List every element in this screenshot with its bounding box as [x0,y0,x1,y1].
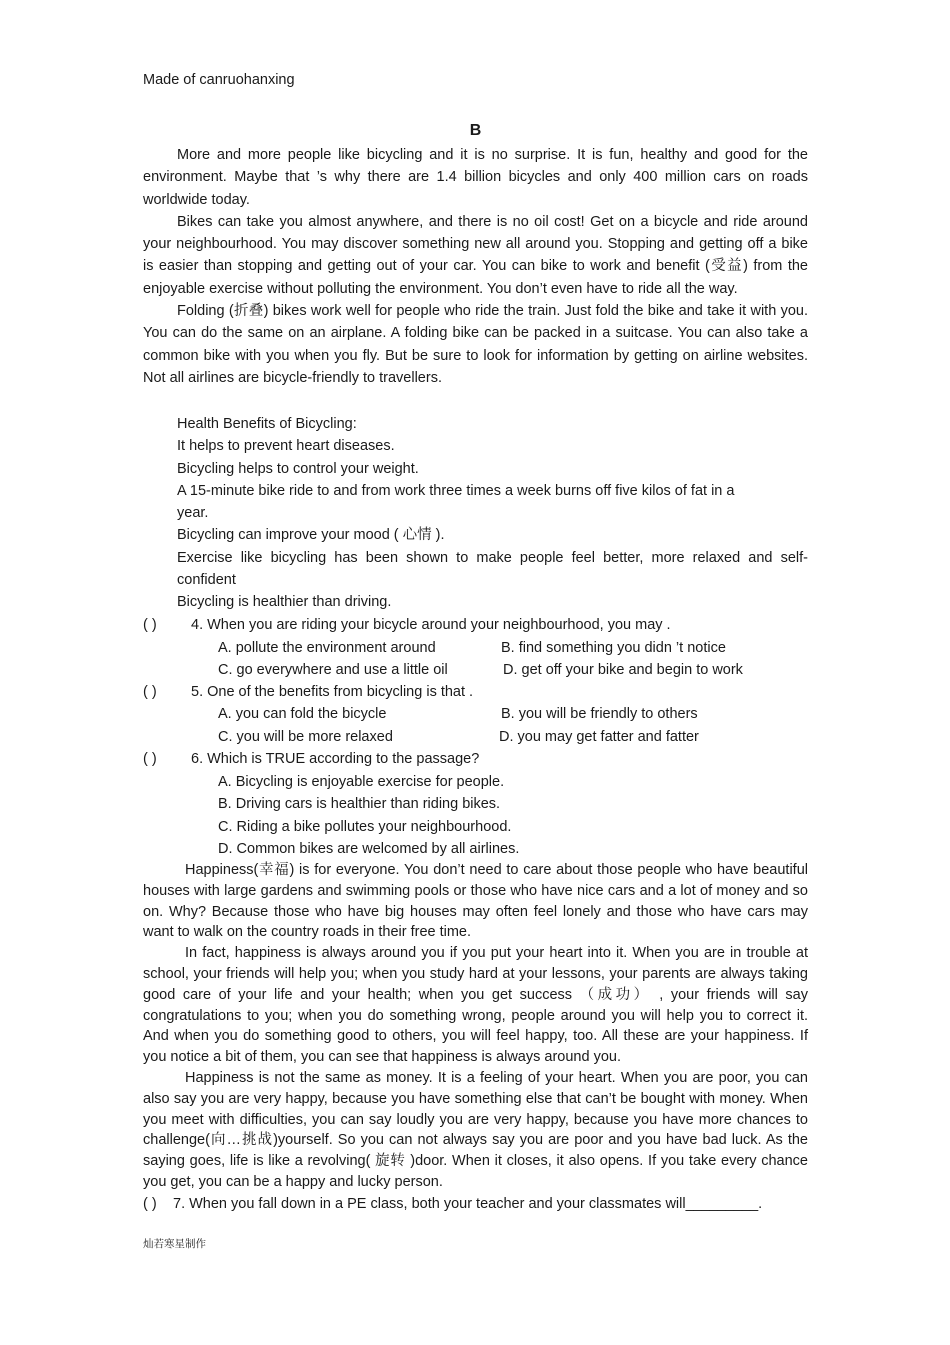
option-d[interactable]: D. get off your bike and begin to work [503,662,743,678]
option-b[interactable]: B. find something you didn ’t notice [501,640,726,656]
health-item: A 15-minute bike ride to and from work three times a week burns off five kilos of fat in a year. [177,482,735,522]
question-stem: 6. Which is TRUE according to the passage? [191,751,480,767]
question-7 [143,1193,762,1215]
passage-b-paragraph-3: Folding (折叠) bikes work well for people who ride the train. Just fold the bike and take it with you. You can do the same on an airplane. A folding bike can be packed in a suitcase. You can also take a common bike with you when you fly. But be sure to look for information by getting on airline websites. Not all airlines are bicycle-friendly to travellers. [143,303,808,386]
passage-b [143,144,808,389]
option-d[interactable]: D. Common bikes are welcomed by all airlines. [218,841,520,857]
option-c[interactable]: C. go everywhere and use a little oil [218,662,448,678]
section-title: B [469,122,482,139]
answer-blank[interactable]: ( ) [143,751,157,767]
question-stem: 4. When you are riding your bicycle around your neighbourhood, you may . [191,617,671,633]
option-b[interactable]: B. Driving cars is healthier than riding bikes. [218,796,501,812]
health-item: Bicycling can improve your mood ( 心情 ). [177,527,445,544]
health-item: Bicycling is healthier than driving. [177,594,392,611]
happiness-paragraph-3: Happiness is not the same as money. It is a feeling of your heart. When you are poor, you can also say you are very happy, because you have something else that can’t be bought with money. When you meet with difficulties, you can say loudly you are very happy, because you have more chances to challenge(向…挑战)yourself. So you can not always say you are poor and you have bad luck. As the saying goes, life is like a revolving( 旋转 )door. When it closes, it also opens. If you take every chance you get, you can be a happy and lucky person. [143,1069,808,1190]
answer-blank[interactable]: ( ) [143,1196,157,1212]
health-benefits-list [177,413,808,614]
option-a[interactable]: A. Bicycling is enjoyable exercise for people. [218,774,505,790]
page-footer: 灿若寒星制作 [143,1238,206,1250]
option-b[interactable]: B. you will be friendly to others [501,706,698,722]
option-a[interactable]: A. pollute the environment around [218,640,436,656]
health-item: Bicycling helps to control your weight. [177,460,419,477]
question-6 [143,748,479,770]
answer-blank[interactable]: ( ) [143,617,157,633]
health-heading: Health Benefits of Bicycling: [177,416,357,432]
passage-b-paragraph-1: More and more people like bicycling and it is no surprise. It is fun, healthy and good for the environment. Maybe that ’s why there are 1.4 billion bicycles and only 400 million cars on roads worldwide today. [143,147,808,208]
option-a[interactable]: A. you can fold the bicycle [218,706,387,722]
question-stem: 5. One of the benefits from bicycling is that . [191,684,474,700]
passage-b-paragraph-2: Bikes can take you almost anywhere, and there is no oil cost! Get on a bicycle and ride around your neighbourhood. You may discover something new all around you. Stopping and getting off a bike is easier than stopping and getting out of your car. You can bike to work and benefit (受益) from the enjoyable exercise without polluting the environment. You don’t even have to ride all the way. [143,213,808,297]
health-item: It helps to prevent heart diseases. [177,438,395,455]
option-c[interactable]: C. Riding a bike pollutes your neighbourhood. [218,819,512,835]
passage-happiness [143,860,808,1193]
page-header: Made of canruohanxing [143,72,295,88]
health-item: Exercise like bicycling has been shown to make people feel better, more relaxed and self-confident [177,549,808,589]
option-c[interactable]: C. you will be more relaxed [218,729,393,745]
answer-blank[interactable]: ( ) [143,684,157,700]
question-5 [143,681,473,703]
question-4 [143,614,671,636]
option-d[interactable]: D. you may get fatter and fatter [499,729,699,745]
question-stem: 7. When you fall down in a PE class, both your teacher and your classmates will_________. [173,1196,763,1212]
happiness-paragraph-1: Happiness(幸福) is for everyone. You don’t need to care about those people who have beautiful houses with large gardens and swimming pools or those who have nice cars and a lot of money and so on. Why? Because those who have big houses may often feel lonely and those who have cars may want to walk on the country roads in their free time. [143,862,808,941]
happiness-paragraph-2: In fact, happiness is always around you if you put your heart into it. When you are in trouble at school, your friends will help you; when you study hard at your lessons, your parents are always taking good care of your life and your health; when you get success （成功） , your friends will say congratulations to you; when you do something wrong, people around you will help you to correct it. And when you do something good to others, you will feel happy, too. All these are your happiness. If you notice a bit of them, you can see that happiness is always around you. [143,945,808,1066]
